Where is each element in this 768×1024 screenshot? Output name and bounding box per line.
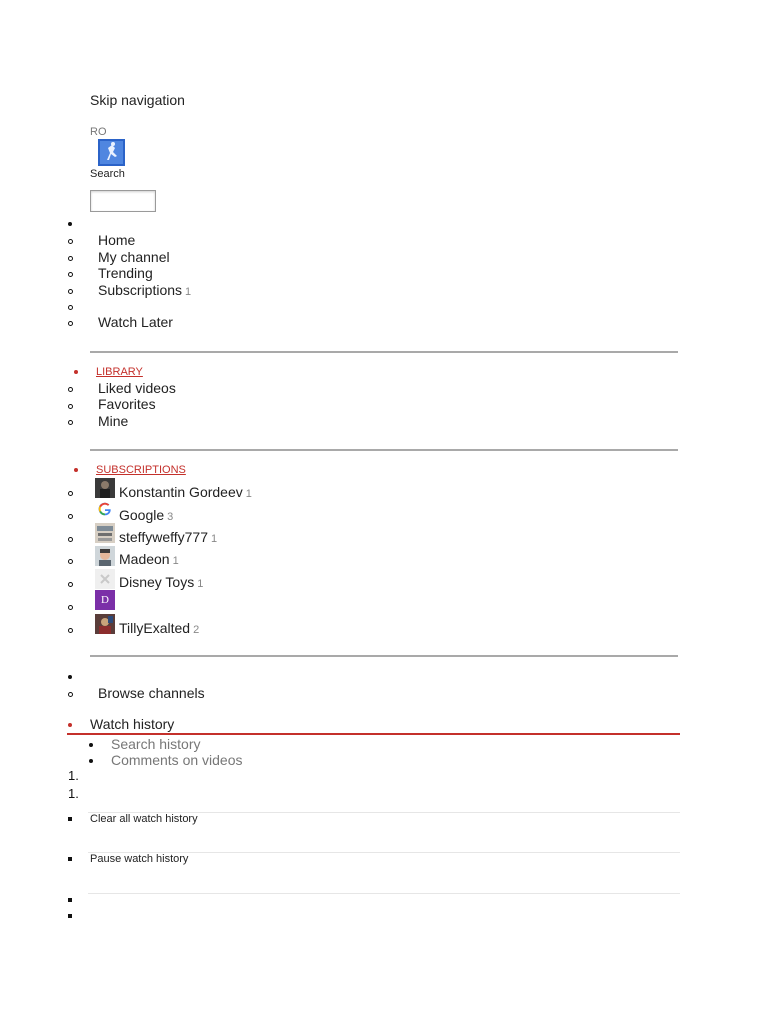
- subscription-item-steffyweffy777[interactable]: [119, 529, 217, 545]
- list-bullet: [68, 582, 73, 587]
- list-bullet: [89, 743, 93, 747]
- list-bullet: [68, 420, 73, 425]
- library-item-favorites[interactable]: Favorites: [98, 396, 156, 412]
- list-bullet: [68, 404, 73, 409]
- section-divider: [90, 655, 678, 657]
- channel-name: Disney Toys: [119, 574, 195, 590]
- subscriptions-section-title[interactable]: SUBSCRIPTIONS: [96, 464, 186, 476]
- list-bullet: [68, 321, 73, 326]
- section-divider: [90, 449, 678, 451]
- row-divider: [88, 893, 680, 894]
- pause-watch-history-button[interactable]: Pause watch history: [90, 853, 189, 865]
- channel-name: steffyweffy777: [119, 529, 208, 545]
- subscription-item-konstantin-gordeev[interactable]: [119, 484, 252, 500]
- list-bullet: [68, 605, 73, 610]
- section-bullet: [68, 723, 72, 727]
- browse-channels-link[interactable]: Browse channels: [98, 685, 205, 701]
- guide-bullet: [68, 222, 72, 226]
- new-video-count: 1: [245, 488, 252, 500]
- guide-item-watch-later[interactable]: Watch Later: [98, 314, 173, 330]
- search-history-link[interactable]: Search history: [111, 736, 201, 752]
- channel-avatar[interactable]: [95, 523, 115, 543]
- channel-name: TillyExalted: [119, 620, 191, 636]
- list-bullet: [68, 692, 73, 697]
- section-divider: [90, 351, 678, 353]
- subscriptions-count: 1: [185, 286, 192, 298]
- channel-avatar-letter[interactable]: D: [95, 590, 115, 610]
- channel-avatar[interactable]: [95, 546, 115, 566]
- channel-avatar[interactable]: [95, 614, 115, 634]
- list-number: 1.: [68, 786, 79, 801]
- list-bullet: [68, 305, 73, 310]
- channel-name: Konstantin Gordeev: [119, 484, 243, 500]
- new-video-count: 1: [197, 578, 204, 590]
- channel-avatar[interactable]: [95, 478, 115, 498]
- subscription-item-disney-toys[interactable]: [119, 574, 203, 590]
- list-bullet: [68, 857, 72, 861]
- list-bullet: [68, 289, 73, 294]
- guide-item-subscriptions[interactable]: [98, 282, 191, 298]
- list-bullet: [68, 256, 73, 261]
- list-bullet: [68, 491, 73, 496]
- channel-avatar[interactable]: [95, 569, 115, 589]
- google-logo-icon[interactable]: [97, 501, 117, 521]
- watch-history-tab[interactable]: Watch history: [90, 716, 175, 732]
- library-section-title[interactable]: LIBRARY: [96, 366, 143, 378]
- list-bullet: [68, 537, 73, 542]
- channel-name: Madeon: [119, 551, 170, 567]
- list-bullet: [68, 914, 72, 918]
- library-item-mine[interactable]: Mine: [98, 413, 129, 429]
- library-item-liked-videos[interactable]: Liked videos: [98, 380, 176, 396]
- guide-item-label: Subscriptions: [98, 282, 183, 298]
- country-code: RO: [90, 126, 107, 138]
- section-bullet: [74, 370, 78, 374]
- guide-item-home[interactable]: Home: [98, 232, 136, 248]
- new-video-count: 1: [210, 533, 218, 545]
- search-input[interactable]: [90, 190, 156, 212]
- guide-bullet: [68, 675, 72, 679]
- new-video-count: 3: [167, 511, 174, 523]
- list-bullet: [68, 239, 73, 244]
- comments-on-videos-link[interactable]: Comments on videos: [111, 752, 243, 768]
- guide-item-trending[interactable]: Trending: [98, 265, 153, 281]
- list-bullet: [68, 817, 72, 821]
- list-bullet: [68, 387, 73, 392]
- logo-icon[interactable]: [98, 139, 125, 166]
- list-bullet: [68, 559, 73, 564]
- skip-navigation-link[interactable]: Skip navigation: [90, 92, 185, 108]
- active-tab-underline: [67, 733, 680, 735]
- list-bullet: [68, 628, 73, 633]
- list-bullet: [68, 898, 72, 902]
- new-video-count: 1: [172, 555, 179, 567]
- subscription-item-google[interactable]: [119, 507, 173, 523]
- new-video-count: 2: [193, 624, 200, 636]
- section-bullet: [74, 468, 78, 472]
- search-label: Search: [90, 168, 125, 180]
- channel-name: Google: [119, 507, 165, 523]
- subscription-item-tillyexalted[interactable]: [119, 620, 199, 636]
- subscription-item-madeon[interactable]: [119, 551, 179, 567]
- guide-item-my-channel[interactable]: My channel: [98, 249, 170, 265]
- list-bullet: [89, 759, 93, 763]
- list-bullet: [68, 514, 73, 519]
- list-number: 1.: [68, 768, 79, 783]
- list-bullet: [68, 272, 73, 277]
- clear-watch-history-button[interactable]: Clear all watch history: [90, 813, 198, 825]
